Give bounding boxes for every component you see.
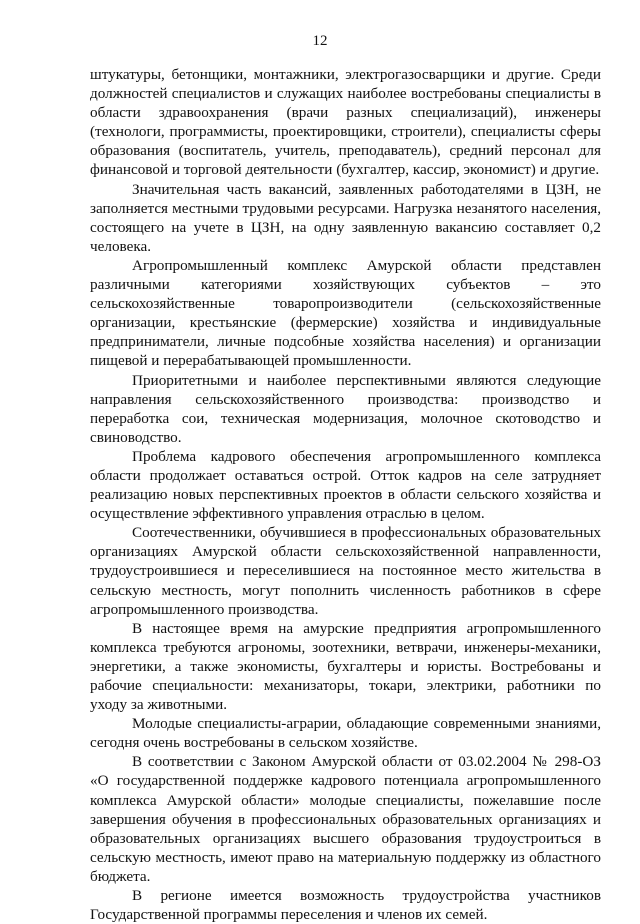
page-number: 12 <box>312 33 328 49</box>
paragraph-3: Агропромышленный комплекс Амурской области представлен различными категориями хозяйствующих субъектов – это сельскохозяйственные товаропроизводители (сельскохозяйственные организации, крестьянские (фермерские) хозяйства и индивидуальные предприниматели, личные подсобные хозяйства населения) и организации пищевой и перерабатывающей промышленности. <box>90 256 601 370</box>
paragraph-2: Значительная часть вакансий, заявленных работодателями в ЦЗН, не заполняется местными трудовыми ресурсами. Нагрузка незанятого населения, состоящего на учете в ЦЗН, на одну заявленную вакансию составляет 0,2 человека. <box>90 180 601 255</box>
paragraph-4: Приоритетными и наиболее перспективными являются следующие направления сельскохозяйственного производства: производство и переработка сои, техническая модернизация, молочное скотоводство и свиноводство. <box>90 371 601 446</box>
paragraph-8: Молодые специалисты-аграрии, обладающие современными знаниями, сегодня очень востребованы в сельском хозяйстве. <box>90 715 601 752</box>
paragraph-9: В соответствии с Законом Амурской области от 03.02.2004 № 298-ОЗ «О государственной поддержке кадрового потенциала агропромышленного комплекса Амурской области» молодые специалисты, пожелавшие после завершения обучения в профессиональных образовательных организациях и образовательных организациях высшего образования трудоустроиться в сельскую местность, имеют право на материальную поддержку из областного бюджета. <box>90 753 601 885</box>
paragraph-7: В настоящее время на амурские предприятия агропромышленного комплекса требуются агрономы, зоотехники, ветврачи, инженеры-механики, энергетики, а также экономисты, бухгалтеры и юристы. Востребованы и рабочие специальности: механизаторы, токари, электрики, работники по уходу за животными. <box>90 619 601 714</box>
paragraph-1: штукатуры, бетонщики, монтажники, электрогазосварщики и другие. Среди должностей специалистов и служащих наиболее востребованы специалисты в области здравоохранения (врачи разных специализаций), инженеры (технологи, программисты, проектировщики, строители), специалисты сферы образования (воспитатель, учитель, преподаватель), средний персонал для финансовой и торговой деятельности (бухгалтер, кассир, экономист) и другие. <box>90 66 601 179</box>
paragraph-5: Проблема кадрового обеспечения агропромышленного комплекса области продолжает оставаться острой. Отток кадров на селе затрудняет реализацию новых перспективных проектов в области сельского хозяйства и осуществление эффективного управления отраслью в целом. <box>90 447 601 523</box>
paragraph-6: Соотечественники, обучившиеся в профессиональных образовательных организациях Амурской области сельскохозяйственной направленности, трудоустроившиеся и переселившиеся на постоянное место жительства в сельскую местность, могут пополнить численность работников в сфере агропромышленного производства. <box>90 524 601 618</box>
paragraph-10: В регионе имеется возможность трудоустройства участников Государственной программы переселения и членов их семей. <box>90 887 601 924</box>
document-body <box>90 65 601 924</box>
